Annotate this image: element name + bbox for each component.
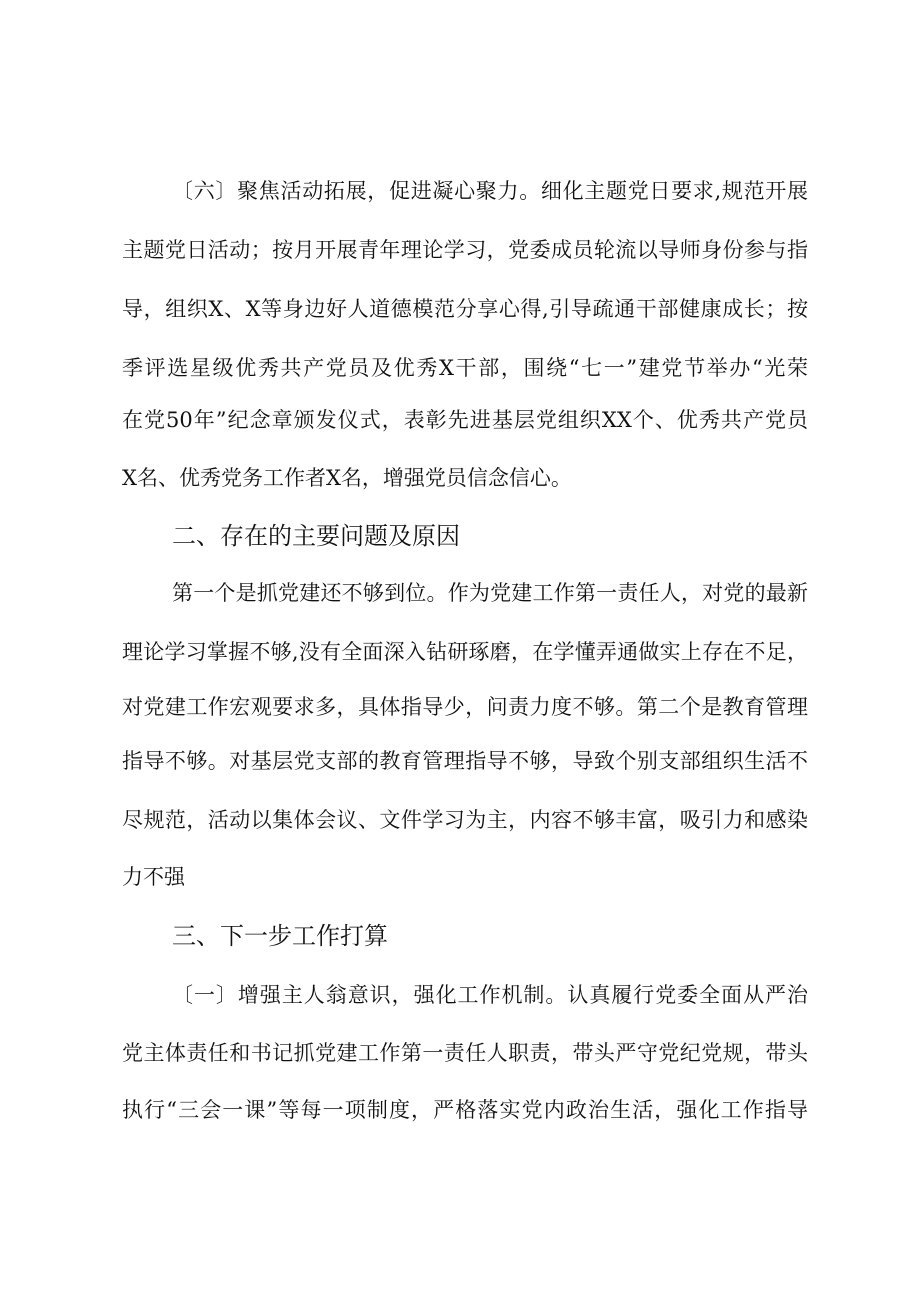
paragraph-line: 〔六〕聚焦活动拓展，促进凝心聚力。细化主题党日要求,规范开展 [172,179,808,203]
paragraph-line: X名、优秀党务工作者X名，增强党员信念信心。 [122,466,572,490]
paragraph-line: 第一个是抓党建还不够到位。作为党建工作第一责任人，对党的最新 [172,581,808,605]
paragraph-line: 党主体责任和书记抓党建工作第一责任人职责，带头严守党纪党规，带头 [122,1041,808,1065]
paragraph-line: 力不强 [122,865,185,889]
section-heading: 三、下一步工作打算 [172,922,388,950]
paragraph-line: 〔一〕增强主人翁意识，强化工作机制。认真履行党委全面从严治 [172,983,808,1007]
paragraph-line: 季评选星级优秀共产党员及优秀X干部，围绕“七一”建党节举办“光荣 [122,356,808,380]
paragraph-line: 尽规范，活动以集体会议、文件学习为主，内容不够丰富，吸引力和感染 [122,808,808,832]
section-heading: 二、存在的主要问题及原因 [172,522,460,550]
paragraph-line: 执行“三会一课”等每一项制度，严格落实党内政治生活，强化工作指导 [122,1098,808,1122]
paragraph-line: 理论学习掌握不够,没有全面深入钻研琢磨，在学懂弄通做实上存在不足， [122,640,808,664]
paragraph-line: 导，组织X、X等身边好人道德模范分享心得,引导疏通干部健康成长；按 [122,297,808,321]
paragraph-line: 指导不够。对基层党支部的教育管理指导不够，导致个别支部组织生活不 [122,749,808,773]
paragraph-line: 在党50年”纪念章颁发仪式，表彰先进基层党组织XX个、优秀共产党员 [122,408,808,432]
paragraph-line: 主题党日活动；按月开展青年理论学习，党委成员轮流以导师身份参与指 [122,238,808,262]
paragraph-line: 对党建工作宏观要求多，具体指导少，问责力度不够。第二个是教育管理 [122,695,808,719]
